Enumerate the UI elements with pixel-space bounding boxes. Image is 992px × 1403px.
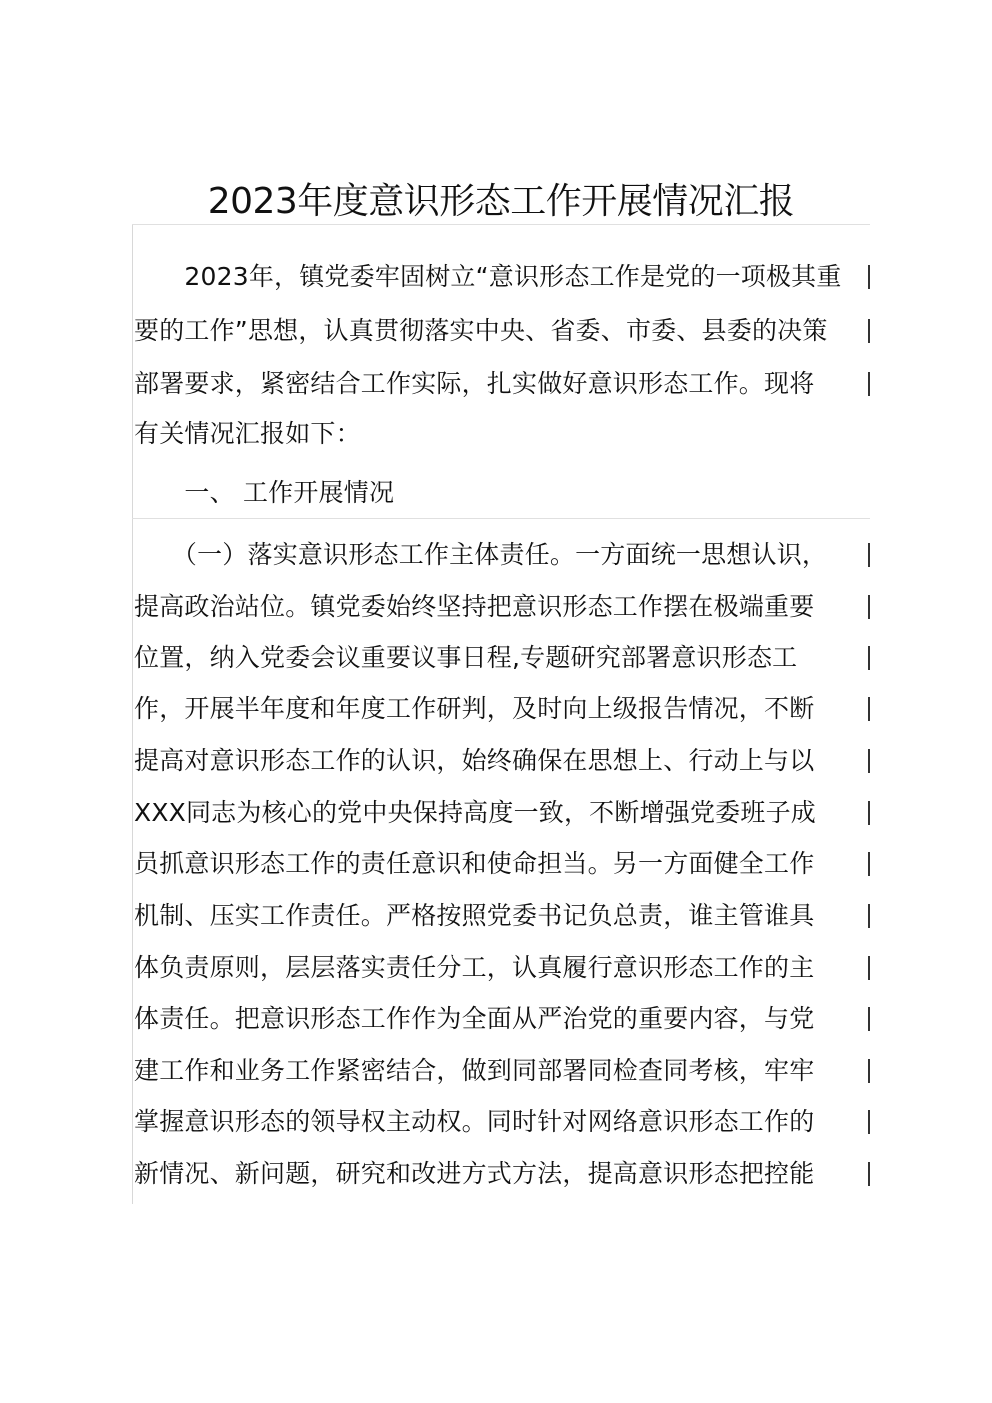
body-line: 作，开展半年度和年度工作研判，及时向上级报告情况，不断 xyxy=(134,694,815,723)
body-line: 员抓意识形态工作的责任意识和使命担当。另一方面健全工作 xyxy=(134,849,815,878)
intro-line: 要的工作”思想，认真贯彻落实中央、省委、市委、县委的决策 xyxy=(134,316,828,345)
margin-tick xyxy=(868,265,870,289)
margin-tick xyxy=(868,801,870,825)
body-line: 提高对意识形态工作的认识，始终确保在思想上、行动上与以 xyxy=(134,746,815,775)
margin-tick xyxy=(868,852,870,876)
intro-line: 有关情况汇报如下： xyxy=(134,419,361,448)
body-line: 体负责原则，层层落实责任分工，认真履行意识形态工作的主 xyxy=(134,953,815,982)
body-line: 掌握意识形态的领导权主动权。同时针对网络意识形态工作的 xyxy=(134,1107,815,1136)
margin-tick xyxy=(868,1110,870,1134)
body-line: 新情况、新问题，研究和改进方式方法，提高意识形态把控能 xyxy=(134,1159,815,1188)
body-line: 建工作和业务工作紧密结合，做到同部署同检查同考核，牢牢 xyxy=(134,1056,815,1085)
frame-section-divider xyxy=(132,518,870,519)
intro-line: 2023年，镇党委牢固树立“意识形态工作是党的一项极其重 xyxy=(134,262,842,291)
body-line: XXX同志为核心的党中央保持高度一致，不断增强党委班子成 xyxy=(134,798,816,827)
margin-tick xyxy=(868,595,870,619)
margin-tick xyxy=(868,1007,870,1031)
margin-tick xyxy=(868,1059,870,1083)
body-line: 提高政治站位。镇党委始终坚持把意识形态工作摆在极端重要 xyxy=(134,592,815,621)
frame-left-border xyxy=(132,224,133,1204)
margin-tick xyxy=(868,1162,870,1186)
body-line: 位置，纳入党委会议重要议事日程,专题研究部署意识形态工 xyxy=(134,643,798,672)
document-title: 2023年度意识形态工作开展情况汇报 xyxy=(207,181,795,222)
body-line: 体责任。把意识形态工作作为全面从严治党的重要内容，与党 xyxy=(134,1004,815,1033)
section-heading: 一、 工作开展情况 xyxy=(134,478,395,507)
intro-line: 部署要求，紧密结合工作实际，扎实做好意识形态工作。现将 xyxy=(134,369,815,398)
margin-tick xyxy=(868,904,870,928)
margin-tick xyxy=(868,372,870,396)
margin-tick xyxy=(868,749,870,773)
margin-tick xyxy=(868,319,870,343)
body-line: （一）落实意识形态工作主体责任。一方面统一思想认识， xyxy=(134,540,828,569)
margin-tick xyxy=(868,697,870,721)
body-line: 机制、压实工作责任。严格按照党委书记负总责，谁主管谁具 xyxy=(134,901,815,930)
margin-tick xyxy=(868,543,870,567)
frame-top-border xyxy=(132,224,870,225)
margin-tick xyxy=(868,646,870,670)
margin-tick xyxy=(868,956,870,980)
